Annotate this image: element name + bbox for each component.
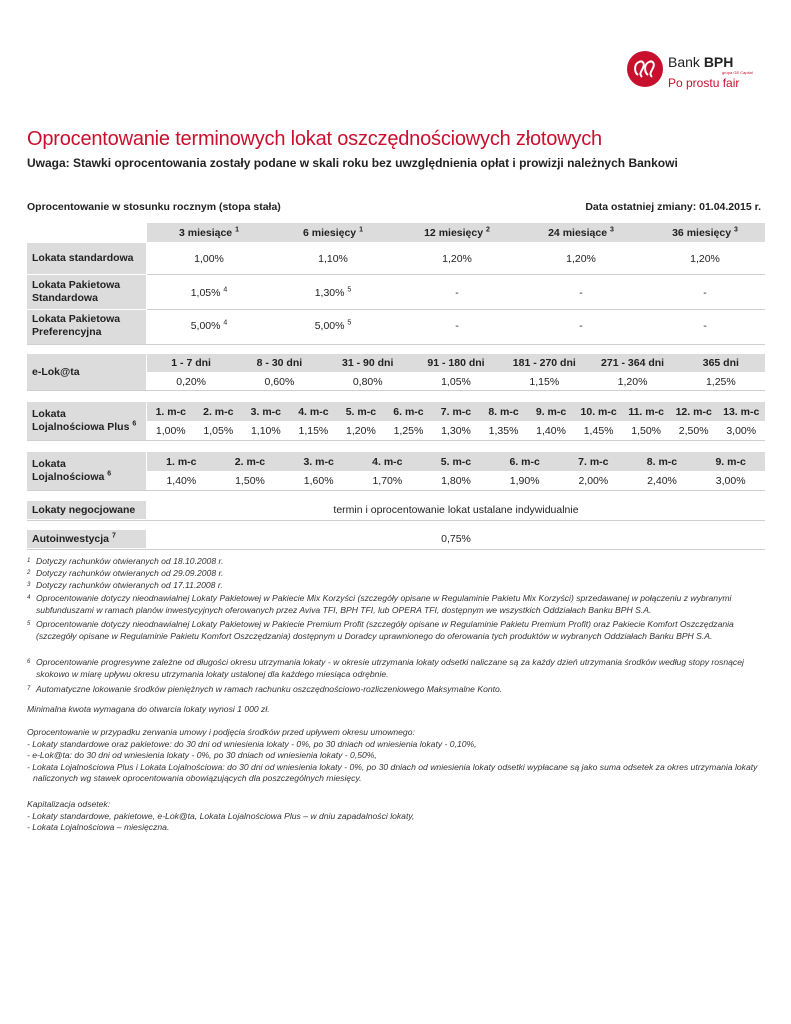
row-divider <box>27 520 765 521</box>
period-header: 1 - 7 dni <box>171 357 211 369</box>
capitalization-intro: Kapitalizacja odsetek: <box>27 799 111 809</box>
rate-value: 1,30% <box>441 425 471 437</box>
rate-type-note: Oprocentowanie w stosunku rocznym (stopa stała) <box>27 201 281 213</box>
footnote <box>27 657 769 680</box>
page-title: Oprocentowanie terminowych lokat oszczędnościowych złotowych <box>27 128 602 150</box>
bank-logo-icon <box>626 50 664 88</box>
period-header: 4. m-c <box>298 406 329 418</box>
period-header: 91 - 180 dni <box>427 357 485 369</box>
rate-value: 1,40% <box>166 475 197 487</box>
logo-bank-text: Bank BPH <box>668 54 734 70</box>
bank-bph-logo <box>626 48 766 98</box>
table-cell: 1,30% $^5$ <box>314 286 352 299</box>
period-header: 181 - 270 dni <box>512 357 576 369</box>
min-amount-note: Minimalna kwota wymagana do otwarcia lokaty wynosi 1 000 zł. <box>27 704 270 714</box>
footnote-number: 1 <box>27 558 31 564</box>
footnote-text: Oprocentowanie dotyczy nieodnawialnej Lokaty Pakietowej w Pakiecie Premium Profit (szczegóły opisane w Regulaminie Pakietu Premium Profit) oraz Pakiecie Komfort Oszczędzania (szczegóły opisane w Regulaminie Pakietu Komfort Oszczędzania) dostępnym u Doradcy uprawnionego do oferowania tych produktów w wybranych Oddziałach Banku BPH S.A. <box>36 619 734 641</box>
period-header: 8. m-c <box>488 406 519 418</box>
header-36-months: 36 miesięcy $^3$ <box>672 226 738 239</box>
footnote-number: 7 <box>27 686 31 692</box>
footnote <box>27 556 769 568</box>
period-header: 5. m-c <box>440 456 472 468</box>
table-cell: 5,00% $^5$ <box>314 319 352 332</box>
row-label-pakietowa-preferencyjna: Lokata Pakietowa Preferencyjna <box>32 313 121 338</box>
footnote <box>27 568 769 580</box>
table-cell: - <box>579 320 583 332</box>
footnote <box>27 593 769 616</box>
header-6-months: 6 miesięcy $^1$ <box>303 226 363 239</box>
table-cell: 1,20% <box>690 253 720 265</box>
header-24-months: 24 miesiące $^3$ <box>548 226 614 239</box>
rate-value: 2,40% <box>647 475 677 487</box>
table-cell: 1,10% <box>318 253 348 265</box>
footnote-number: 3 <box>27 582 31 588</box>
footnote-text: Automatyczne lokowanie środków pieniężnych w ramach rachunku oszczędnościowo-rozliczeniowego Maksymalne Konto. <box>36 684 503 694</box>
period-header: 4. m-c <box>372 456 403 468</box>
footnote-number: 5 <box>27 621 31 627</box>
rate-value: 2,00% <box>578 475 609 487</box>
rate-value: 1,45% <box>583 425 614 437</box>
autoinwestycja-label: Autoinwestycja $^7$ <box>32 532 116 545</box>
period-header: 10. m-c <box>580 406 617 418</box>
row-divider <box>27 549 765 550</box>
period-header: 11. m-c <box>628 406 664 418</box>
rate-value: 1,90% <box>509 475 540 487</box>
table-cell: - <box>579 287 583 299</box>
period-header: 8. m-c <box>646 456 678 468</box>
footnote-text: Dotyczy rachunków otwieranych od 18.10.2008 r. <box>36 556 224 566</box>
period-header: 2. m-c <box>234 456 266 468</box>
rate-value: 1,20% <box>617 376 648 388</box>
period-header: 6. m-c <box>509 456 540 468</box>
rate-value: 1,25% <box>393 425 424 437</box>
period-header: 5. m-c <box>345 406 377 418</box>
period-header: 12. m-c <box>675 406 712 418</box>
row-divider <box>27 390 765 391</box>
row-label-pakietowa-standardowa: Lokata Pakietowa Standardowa <box>32 279 121 304</box>
early-termination-item: - Lokata Lojalnościowa Plus i Lokata Lojalnościowa: do 30 dni od wniesienia lokaty - 0%, po 30 dniach od wniesienia lokaty odsetki wypłacane są jako suma odsetek za okres utrzymania lokaty naliczonych wg stawek oprocentowania obowiązujących dla poszczególnych miesięcy. <box>27 761 758 783</box>
logo-slogan: Po prostu fair <box>668 76 740 90</box>
rate-value: 0,20% <box>176 376 207 388</box>
footnote-number: 2 <box>27 570 31 576</box>
rate-value: 0,80% <box>352 376 383 388</box>
rate-value: 1,05% <box>441 376 471 388</box>
rate-value: 1,10% <box>250 425 281 437</box>
header-12-months: 12 miesięcy $^2$ <box>424 226 490 239</box>
row-divider <box>147 274 765 275</box>
rate-value: 1,40% <box>536 425 566 437</box>
footnote-number: 6 <box>27 659 31 665</box>
period-header: 7. m-c <box>578 456 609 468</box>
elokata-label: e-Lok@ta <box>32 366 80 378</box>
autoinwestycja-value: 0,75% <box>441 533 471 545</box>
early-termination-item: - Lokaty standardowe oraz pakietowe: do 30 dni od wniesienia lokaty - 0%, po 30 dniach od wniesienia lokaty - 0,10%, <box>27 738 477 749</box>
period-header: 8 - 30 dni <box>256 357 303 369</box>
last-change-date: Data ostatniej zmiany: 01.04.2015 r. <box>585 201 761 213</box>
rate-value: 1,50% <box>235 475 265 487</box>
rate-value: 1,25% <box>705 376 736 388</box>
capitalization-note <box>27 799 769 834</box>
rate-value: 1,20% <box>346 425 376 437</box>
rate-value: 1,50% <box>631 425 662 437</box>
negocjowane-label: Lokaty negocjowane <box>32 504 136 516</box>
period-header: 9. m-c <box>535 406 567 418</box>
rate-value: 1,60% <box>303 475 334 487</box>
period-header: 1. m-c <box>166 456 197 468</box>
footnote-text: Dotyczy rachunków otwieranych od 17.11.2008 r. <box>36 580 223 590</box>
early-termination-note <box>27 727 769 785</box>
period-header: 365 dni <box>702 357 739 369</box>
table-cell: 1,20% <box>566 253 596 265</box>
lojal-label: Lokata Lojalnościowa $^6$ <box>32 458 112 483</box>
lojal-plus-label: Lokata Lojalnościowa Plus $^6$ <box>32 408 137 433</box>
row-divider <box>27 344 765 345</box>
negocjowane-value: termin i oprocentowanie lokat ustalane indywidualnie <box>333 504 579 516</box>
footnote-number: 4 <box>27 595 31 601</box>
period-header: 2. m-c <box>203 406 234 418</box>
table-cell: 1,05% $^4$ <box>190 286 228 299</box>
rate-value: 1,35% <box>488 425 519 437</box>
footnote <box>27 619 769 642</box>
table-cell: - <box>703 320 707 332</box>
period-header: 3. m-c <box>303 456 334 468</box>
rate-value: 1,15% <box>529 376 560 388</box>
period-header: 31 - 90 dni <box>342 357 394 369</box>
row-label-standard: Lokata standardowa <box>32 252 134 264</box>
rate-value: 1,05% <box>203 425 234 437</box>
rate-value: 0,60% <box>264 376 295 388</box>
period-header: 271 - 364 dni <box>601 357 665 369</box>
period-header: 7. m-c <box>440 406 472 418</box>
row-divider <box>27 490 765 491</box>
rate-value: 1,00% <box>155 425 186 437</box>
table-cell: - <box>455 320 459 332</box>
capitalization-item: - Lokata Lojalnościowa – miesięczna. <box>27 822 170 832</box>
row-divider <box>147 309 765 310</box>
rate-value: 2,50% <box>678 425 709 437</box>
capitalization-item: - Lokaty standardowe, pakietowe, e-Lok@ta, Lokata Lojalnościowa Plus – w dniu zapadalności lokaty, <box>27 810 415 821</box>
row-divider <box>27 440 765 441</box>
rate-value: 3,00% <box>726 425 757 437</box>
table-cell: 1,20% <box>442 253 472 265</box>
logo-group-text: grupa GE Capital <box>722 70 753 75</box>
footnote-text: Dotyczy rachunków otwieranych od 29.09.2008 r. <box>36 568 224 578</box>
rate-value: 1,15% <box>298 425 329 437</box>
period-header: 13. m-c <box>723 406 760 418</box>
footnote-text: Oprocentowanie progresywne zależne od długości okresu utrzymania lokaty - w okresie utrzymania lokaty odsetki naliczane są za każdy dzień utrzymania środków według stopy rosnącej skokowo w miarę upływu okresu utrzymania lokaty ustalonej dla każdego miesiąca odrębnie. <box>36 657 744 679</box>
table-cell: 5,00% $^4$ <box>190 319 228 332</box>
footnote-text: Oprocentowanie dotyczy nieodnawialnej Lokaty Pakietowej w Pakiecie Mix Korzyści (szczegóły opisane w Regulaminie Pakietu Mix Korzyści) sprzedawanej w połączeniu z wybranymi subfunduszami w ramach planów inwestycyjnych oferowanych przez Aviva TFI, BPH TFI, lub OPERA TFI, dostępnym we wszystkich Oddziałach Banku BPH S.A. <box>36 593 732 615</box>
rate-value: 3,00% <box>715 475 746 487</box>
period-header: 9. m-c <box>715 456 746 468</box>
table-cell: 1,00% <box>194 253 224 265</box>
rate-value: 1,80% <box>441 475 471 487</box>
early-termination-intro: Oprocentowanie w przypadku zerwania umowy i podjęcia środków przed upływem okresu umownego: <box>27 727 415 737</box>
footnote <box>27 580 769 592</box>
rate-value: 1,70% <box>372 475 403 487</box>
table-cell: - <box>455 287 459 299</box>
page-subtitle: Uwaga: Stawki oprocentowania zostały podane w skali roku bez uwzględnienia opłat i prowizji należnych Bankowi <box>27 156 678 170</box>
period-header: 3. m-c <box>250 406 281 418</box>
table-cell: - <box>703 287 707 299</box>
period-header: 6. m-c <box>393 406 424 418</box>
period-header: 1. m-c <box>155 406 186 418</box>
footnote <box>27 684 769 696</box>
early-termination-item: - e-Lok@ta: do 30 dni od wniesienia lokaty - 0%, po 30 dniach od wniesienia lokaty - 0,50%, <box>27 750 377 760</box>
header-3-months: 3 miesiące $^1$ <box>179 226 239 239</box>
